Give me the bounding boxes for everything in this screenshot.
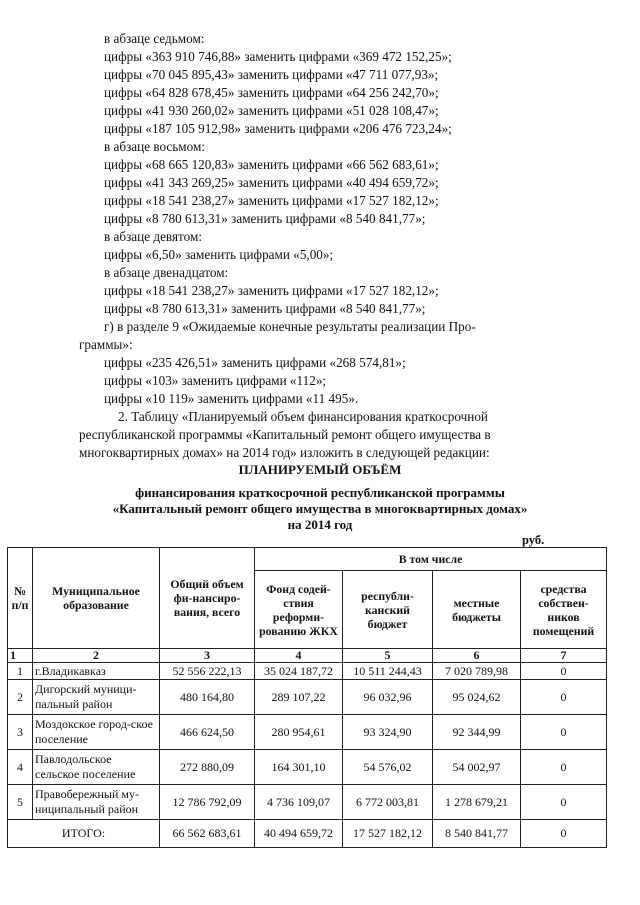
paragraph-line: многоквартирных домах» на 2014 год» изложить в следующей редакции:	[79, 445, 490, 460]
row-republic: 96 032,96	[343, 680, 433, 715]
paragraph-line: цифры «18 541 238,27» заменить цифрами «17 527 182,12»;	[104, 193, 439, 208]
paragraph-line: цифры «235 426,51» заменить цифрами «268 574,81»;	[104, 355, 406, 370]
paragraph-line: в абзаце девятом:	[104, 229, 202, 244]
row-name: г.Владикавказ	[33, 663, 160, 680]
paragraph-line: цифры «64 828 678,45» заменить цифрами «64 256 242,70»;	[104, 85, 439, 100]
header-fund: Фонд содей-ствия реформи-рованию ЖКХ	[255, 571, 343, 649]
paragraph-line: в абзаце двенадцатом:	[104, 265, 229, 280]
row-name: Моздокское город-ское поселение	[33, 715, 160, 750]
header-including: В том числе	[255, 548, 607, 571]
row-num: 3	[8, 715, 33, 750]
row-num: 5	[8, 785, 33, 820]
header-total: Общий объем фи-нансиро-вания, всего	[160, 548, 255, 649]
col-number: 6	[433, 649, 521, 663]
row-fund: 164 301,10	[255, 750, 343, 785]
row-republic: 54 576,02	[343, 750, 433, 785]
header-num: № п/п	[8, 548, 33, 649]
table-title-line: «Капитальный ремонт общего имущества в многоквартирных домах»	[112, 501, 528, 516]
paragraph-line: 2. Таблицу «Планируемый объем финансирования краткосрочной	[118, 409, 488, 424]
row-total: 12 786 792,09	[160, 785, 255, 820]
row-local: 95 024,62	[433, 680, 521, 715]
paragraph-line: цифры «41 930 260,02» заменить цифрами «51 028 108,47»;	[104, 103, 439, 118]
table-title-line: на 2014 год	[287, 517, 353, 532]
row-num: 4	[8, 750, 33, 785]
paragraph-line: цифры «187 105 912,98» заменить цифрами «206 476 723,24»;	[104, 121, 452, 136]
row-name: Павлодольское сельское поселение	[33, 750, 160, 785]
paragraph-line: цифры «70 045 895,43» заменить цифрами «47 711 077,93»;	[104, 67, 439, 82]
row-republic: 6 772 003,81	[343, 785, 433, 820]
row-local: 92 344,99	[433, 715, 521, 750]
paragraph-line: цифры «18 541 238,27» заменить цифрами «17 527 182,12»;	[104, 283, 439, 298]
row-owners: 0	[521, 785, 607, 820]
row-name: Правобережный му-ниципальный район	[33, 785, 160, 820]
col-number: 7	[521, 649, 607, 663]
total-local: 8 540 841,77	[433, 820, 521, 848]
row-fund: 4 736 109,07	[255, 785, 343, 820]
table-title-line: финансирования краткосрочной республиканской программы	[135, 485, 505, 500]
row-owners: 0	[521, 750, 607, 785]
row-republic: 93 324,90	[343, 715, 433, 750]
paragraph-line: граммы»:	[79, 337, 133, 352]
paragraph-line: цифры «10 119» заменить цифрами «11 495».	[104, 391, 359, 406]
paragraph-line: в абзаце восьмом:	[104, 139, 205, 154]
header-owners: средства собствен-ников помещений	[521, 571, 607, 649]
table-row	[8, 785, 607, 820]
row-total: 480 164,80	[160, 680, 255, 715]
row-republic: 10 511 244,43	[343, 663, 433, 680]
row-name: Дигорский муници-пальный район	[33, 680, 160, 715]
total-total: 66 562 683,61	[160, 820, 255, 848]
currency-unit: руб.	[522, 533, 545, 547]
paragraph-line: в абзаце седьмом:	[104, 31, 205, 46]
header-republic: республи-канский бюджет	[343, 571, 433, 649]
total-republic: 17 527 182,12	[343, 820, 433, 848]
paragraph-line: цифры «103» заменить цифрами «112»;	[104, 373, 327, 388]
row-local: 7 020 789,98	[433, 663, 521, 680]
paragraph-line: цифры «6,50» заменить цифрами «5,00»;	[104, 247, 334, 262]
paragraph-line: цифры «68 665 120,83» заменить цифрами «66 562 683,61»;	[104, 157, 439, 172]
total-owners: 0	[521, 820, 607, 848]
row-total: 466 624,50	[160, 715, 255, 750]
paragraph-line: цифры «363 910 746,88» заменить цифрами «369 472 152,25»;	[104, 49, 452, 64]
row-owners: 0	[521, 663, 607, 680]
table-title-main: ПЛАНИРУЕМЫЙ ОБЪЁМ	[238, 462, 402, 477]
col-number: 3	[160, 649, 255, 663]
row-local: 54 002,97	[433, 750, 521, 785]
table-row	[8, 680, 607, 715]
col-number: 4	[255, 649, 343, 663]
table-row	[8, 715, 607, 750]
row-owners: 0	[521, 680, 607, 715]
row-fund: 289 107,22	[255, 680, 343, 715]
col-number: 2	[33, 649, 160, 663]
table-row	[8, 663, 607, 680]
paragraph-line: цифры «41 343 269,25» заменить цифрами «40 494 659,72»;	[104, 175, 439, 190]
col-number: 1	[8, 649, 33, 663]
total-label: ИТОГО:	[8, 820, 160, 848]
total-row	[8, 820, 607, 848]
row-owners: 0	[521, 715, 607, 750]
total-fund: 40 494 659,72	[255, 820, 343, 848]
row-local: 1 278 679,21	[433, 785, 521, 820]
row-fund: 280 954,61	[255, 715, 343, 750]
column-number-row	[8, 649, 607, 663]
header-local: местные бюджеты	[433, 571, 521, 649]
row-fund: 35 024 187,72	[255, 663, 343, 680]
paragraph-line: республиканской программы «Капитальный ремонт общего имущества в	[79, 427, 491, 442]
row-total: 52 556 222,13	[160, 663, 255, 680]
header-municipality: Муниципальное образование	[33, 548, 160, 649]
paragraph-line: цифры «8 780 613,31» заменить цифрами «8 540 841,77»;	[104, 211, 426, 226]
paragraph-line: цифры «8 780 613,31» заменить цифрами «8 540 841,77»;	[104, 301, 426, 316]
financing-table	[7, 547, 607, 848]
table-row	[8, 750, 607, 785]
col-number: 5	[343, 649, 433, 663]
paragraph-line: г) в разделе 9 «Ожидаемые конечные результаты реализации Про-	[104, 319, 476, 334]
row-num: 2	[8, 680, 33, 715]
row-num: 1	[8, 663, 33, 680]
row-total: 272 880,09	[160, 750, 255, 785]
